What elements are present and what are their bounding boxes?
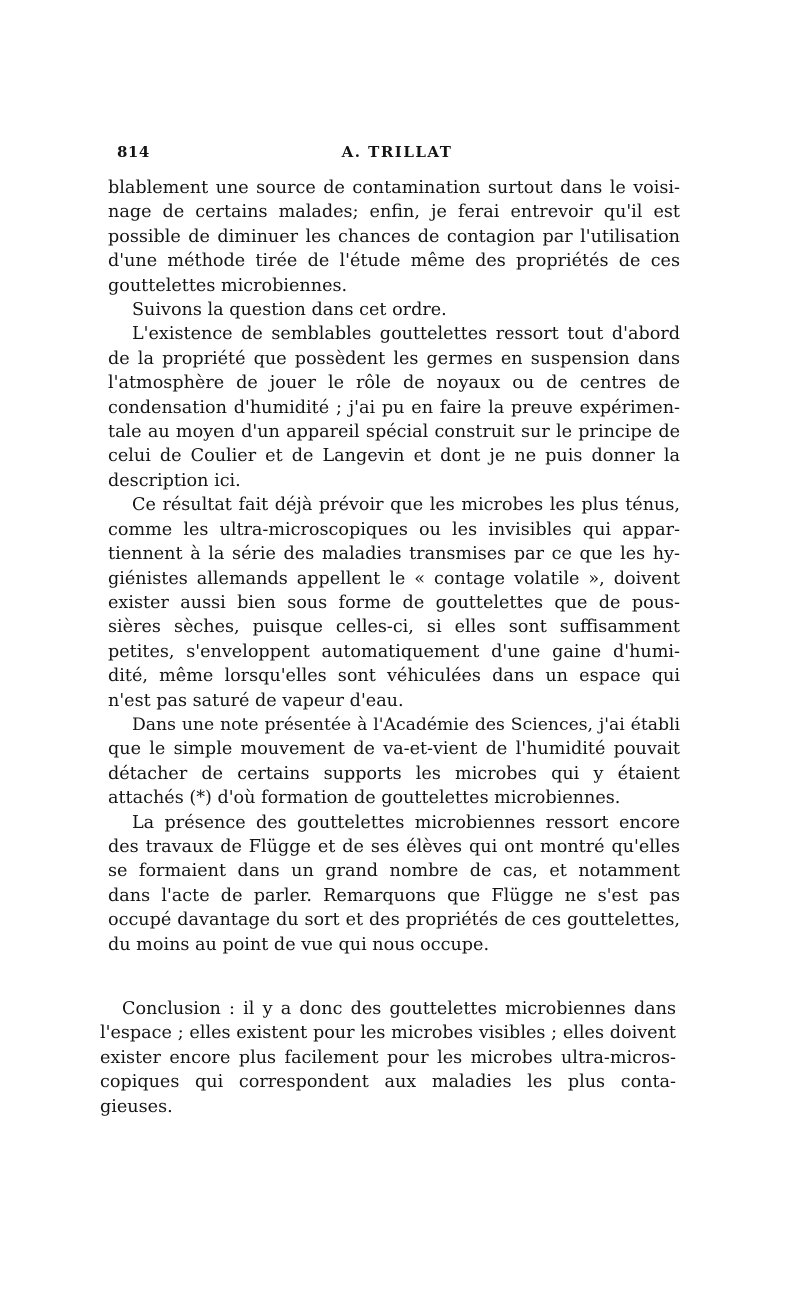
text-line: exister aussi bien sous forme de gouttelettes que de pous- xyxy=(108,592,680,613)
paragraph-3 xyxy=(108,322,680,493)
text-line: nage de certains malades; enfin, je ferai entrevoir qu'il est xyxy=(108,202,680,223)
text-line: dans l'acte de parler. Remarquons que Flügge ne s'est pas xyxy=(108,885,680,906)
paragraph-6 xyxy=(108,811,680,957)
text-line: sières sèches, puisque celles-ci, si elles sont suffisamment xyxy=(108,617,680,638)
page-number: 814 xyxy=(117,143,150,161)
text-line: du moins au point de vue qui nous occupe. xyxy=(108,934,490,955)
text-line: n'est pas saturé de vapeur d'eau. xyxy=(108,690,404,711)
text-line: comme les ultra-microscopiques ou les invisibles qui appar- xyxy=(108,519,680,540)
text-line: Dans une note présentée à l'Académie des Sciences, j'ai établi xyxy=(132,714,680,735)
text-line: Ce résultat fait déjà prévoir que les microbes les plus ténus, xyxy=(132,495,680,516)
text-line: tiennent à la série des maladies transmises par ce que les hy- xyxy=(108,544,680,565)
paragraph-2 xyxy=(108,298,680,322)
text-line: attachés (*) d'où formation de gouttelettes microbiennes. xyxy=(108,788,621,809)
page-header xyxy=(117,143,677,165)
running-head-author: A. TRILLAT xyxy=(341,143,453,161)
text-line: petites, s'enveloppent automatiquement d'une gaine d'humi- xyxy=(108,641,680,662)
text-line: gouttelettes microbiennes. xyxy=(108,275,348,296)
text-line: tale au moyen d'un appareil spécial construit sur le principe de xyxy=(108,422,680,443)
text-line: l'atmosphère de jouer le rôle de noyaux ou de centres de xyxy=(108,373,680,394)
text-line: occupé davantage du sort et des propriétés de ces gouttelettes, xyxy=(108,910,680,931)
text-line: L'existence de semblables gouttelettes ressort tout d'abord xyxy=(132,324,680,345)
text-line: gieuses. xyxy=(100,1096,173,1117)
body-text xyxy=(108,176,680,957)
text-line: que le simple mouvement de va-et-vient de l'humidité pouvait xyxy=(108,739,680,760)
text-line: giénistes allemands appellent le « contage volatile », doivent xyxy=(108,568,680,589)
text-line: description ici. xyxy=(108,470,241,491)
text-line: copiques qui correspondent aux maladies les plus conta- xyxy=(100,1072,676,1093)
text-line: Suivons la question dans cet ordre. xyxy=(132,300,447,321)
text-line: d'une méthode tirée de l'étude même des propriétés de ces xyxy=(108,251,680,272)
text-line: La présence des gouttelettes microbiennes ressort encore xyxy=(132,812,680,833)
paragraph-5 xyxy=(108,713,680,811)
conclusion-paragraph xyxy=(100,997,676,1119)
text-line: détacher de certains supports les microbes qui y étaient xyxy=(108,763,680,784)
text-line: exister encore plus facilement pour les microbes ultra-micros- xyxy=(100,1047,676,1068)
text-line: possible de diminuer les chances de contagion par l'utilisation xyxy=(108,226,680,247)
text-line: condensation d'humidité ; j'ai pu en faire la preuve expérimen- xyxy=(108,397,680,418)
paragraph-1 xyxy=(108,176,680,298)
text-line: dité, même lorsqu'elles sont véhiculées dans un espace qui xyxy=(108,666,680,687)
text-line: des travaux de Flügge et de ses élèves qui ont montré qu'elles xyxy=(108,836,680,857)
text-line: de la propriété que possèdent les germes en suspension dans xyxy=(108,348,680,369)
paragraph-4 xyxy=(108,493,680,713)
text-line: celui de Coulier et de Langevin et dont je ne puis donner la xyxy=(108,446,680,467)
text-line: Conclusion : il y a donc des gouttelettes microbiennes dans xyxy=(122,999,676,1019)
text-line: blablement une source de contamination surtout dans le voisi- xyxy=(108,178,680,198)
text-line: l'espace ; elles existent pour les microbes visibles ; elles doivent xyxy=(100,1023,676,1044)
text-line: se formaient dans un grand nombre de cas, et notamment xyxy=(108,861,680,882)
